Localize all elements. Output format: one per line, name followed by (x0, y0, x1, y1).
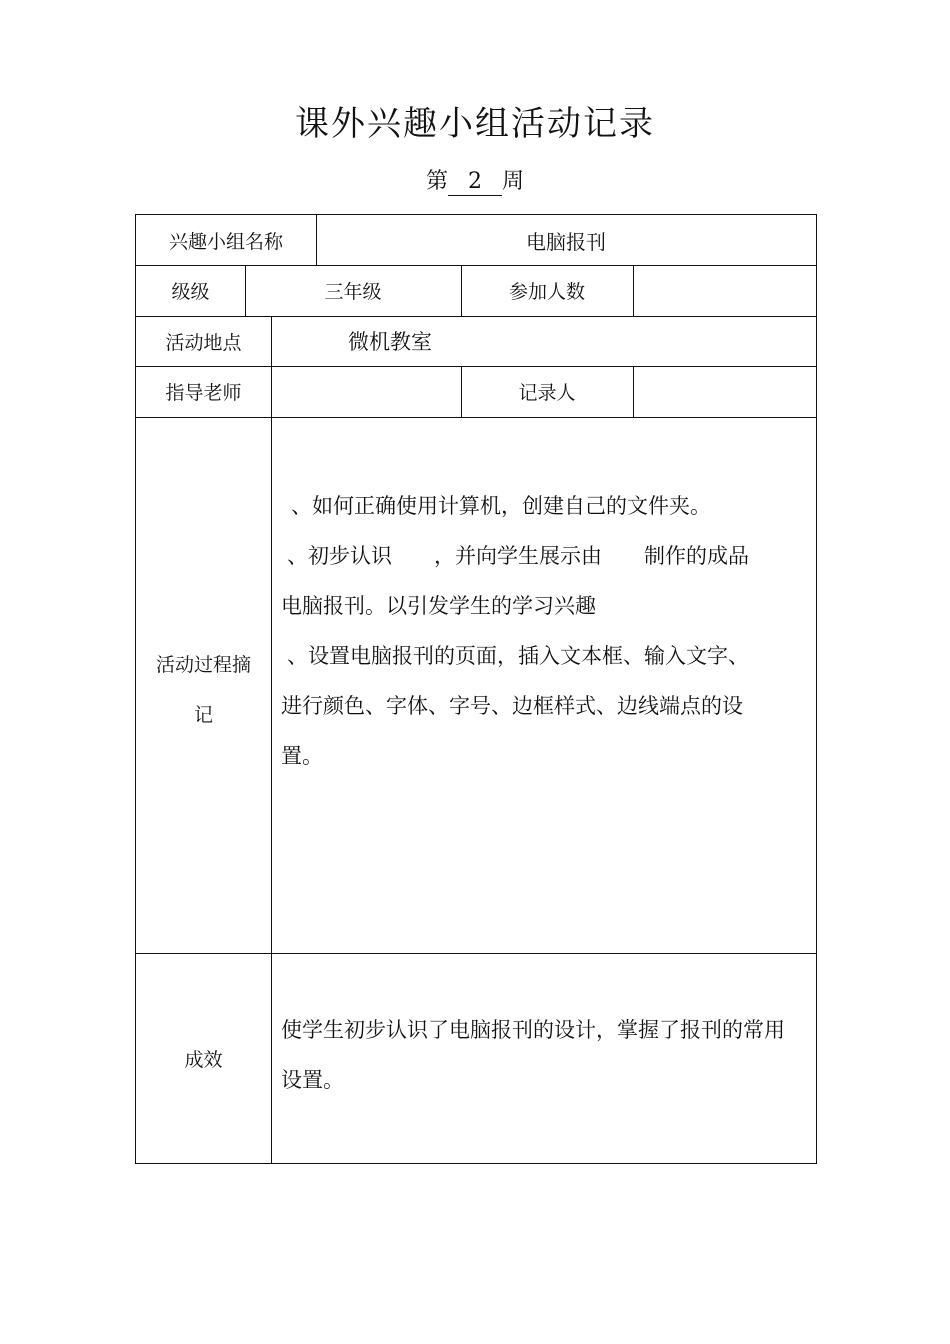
location-label: 活动地点 (165, 331, 242, 354)
group-name-label: 兴趣小组名称 (168, 230, 283, 253)
participants-value (633, 265, 816, 316)
week-prefix: 第 (425, 169, 448, 194)
result-line: 使学生初步认识了电脑报刊的设计，掌握了报刊的常用 (281, 1018, 785, 1042)
process-label (136, 417, 271, 953)
process-item: 、如何正确使用计算机，创建自己的文件夹。 (291, 494, 711, 518)
grade-label: 级级 (171, 281, 210, 303)
process-label-line1: 活动过程摘 (155, 654, 251, 676)
recorder-value (633, 366, 816, 417)
recorder-label: 记录人 (518, 382, 576, 404)
process-item: 电脑报刊。以引发学生的学习兴趣 (281, 594, 596, 618)
process-item: 、设置电脑报刊的页面，插入文本框、输入文字、 (287, 644, 749, 668)
process-item: 、初步认识 ，并向学生展示由 制作的成品 (287, 544, 749, 568)
teacher-value (271, 366, 461, 417)
process-item: 置。 (281, 744, 323, 768)
week-number: 2 (448, 169, 502, 196)
group-name-value: 电脑报刊 (526, 229, 606, 254)
column-divider (271, 316, 272, 1163)
process-item: 进行颜色、字体、字号、边框样式、边线端点的设 (281, 694, 743, 718)
result-label: 成效 (184, 1048, 223, 1071)
location-value: 微机教室 (348, 330, 432, 354)
participants-label: 参加人数 (508, 281, 585, 303)
document-title: 课外兴趣小组活动记录 (295, 104, 655, 144)
activity-record-table (135, 214, 817, 1164)
result-line: 设置。 (281, 1068, 344, 1092)
process-label-line2: 记 (193, 704, 213, 726)
process-text (281, 481, 816, 781)
week-line (0, 164, 950, 200)
teacher-label: 指导老师 (165, 382, 242, 404)
grade-value: 三年级 (324, 281, 382, 303)
result-text (281, 1005, 816, 1105)
week-suffix: 周 (502, 169, 525, 194)
